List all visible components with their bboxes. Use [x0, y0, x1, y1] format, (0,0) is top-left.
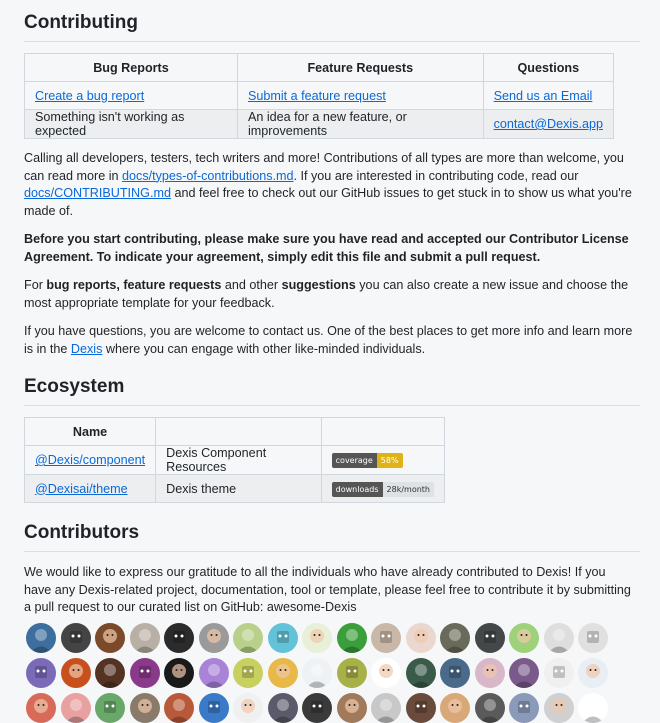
- badge-value: 28k/month: [383, 482, 434, 497]
- ecosystem-row-desc: Dexis Component Resources: [156, 446, 322, 475]
- contributor-avatar[interactable]: [578, 693, 608, 723]
- p4-text-a: If you have questions, you are welcome to contact us. One of the best places to get more info and learn more is in the: [24, 324, 633, 356]
- contributor-avatar[interactable]: [199, 693, 229, 723]
- coverage-badge[interactable]: [332, 453, 403, 468]
- contributor-avatar[interactable]: [371, 693, 401, 723]
- p3-text-a: For: [24, 278, 47, 292]
- badge-label: coverage: [332, 453, 377, 468]
- header-bug-reports: Bug Reports: [25, 54, 238, 82]
- ecosystem-badge-header: [321, 418, 444, 446]
- p1-text-a: Calling all developers, testers, tech writers and more! Contributions of all types are more than welcome, you can read more in: [24, 151, 624, 183]
- contributor-avatar[interactable]: [130, 623, 160, 653]
- contributor-avatar[interactable]: [544, 693, 574, 723]
- contributor-avatar[interactable]: [544, 623, 574, 653]
- contributor-avatar[interactable]: [440, 658, 470, 688]
- dexis-component-link[interactable]: @Dexis/component: [35, 453, 146, 467]
- contributor-avatar[interactable]: [61, 658, 91, 688]
- contributor-avatar[interactable]: [509, 693, 539, 723]
- contributing-heading: Contributing: [24, 0, 640, 42]
- contributor-avatar[interactable]: [475, 693, 505, 723]
- contributor-avatar[interactable]: [406, 658, 436, 688]
- contributor-avatar[interactable]: [233, 693, 263, 723]
- contributor-avatar[interactable]: [164, 693, 194, 723]
- ecosystem-row-desc: Dexis theme: [156, 475, 322, 503]
- contributors-paragraph: We would like to express our gratitude to all the individuals who have already contributed to Dexis! If you have any Dexis-related project, documentation, tool or template, please feel free to contribute it by submitting a pull request to our curated list on GitHub: awesome-Dexis: [24, 565, 631, 614]
- badge-value: 58%: [377, 453, 403, 468]
- cla-paragraph: Before you start contributing, please make sure you have read and accepted our Contributor License Agreement. To indicate your agreement, simply edit this file and submit a pull request.: [24, 232, 629, 264]
- badge-label: downloads: [332, 482, 383, 497]
- contributor-avatar[interactable]: [440, 693, 470, 723]
- contributor-avatar[interactable]: [406, 623, 436, 653]
- contributor-avatar[interactable]: [475, 658, 505, 688]
- contributor-avatar[interactable]: [61, 693, 91, 723]
- contributor-avatar[interactable]: [130, 658, 160, 688]
- contributor-avatar[interactable]: [268, 658, 298, 688]
- contributor-avatar[interactable]: [130, 693, 160, 723]
- contributor-avatar[interactable]: [164, 658, 194, 688]
- contact-email-link[interactable]: contact@Dexis.app: [493, 117, 603, 131]
- ecosystem-table: [24, 417, 445, 503]
- contributor-avatar[interactable]: [337, 693, 367, 723]
- header-feature-requests: Feature Requests: [237, 54, 483, 82]
- contributor-avatar[interactable]: [95, 693, 125, 723]
- feature-description: An idea for a new feature, or improvements: [237, 110, 483, 139]
- contributor-avatar[interactable]: [199, 658, 229, 688]
- contributor-avatar[interactable]: [578, 658, 608, 688]
- contributors-heading: Contributors: [24, 522, 640, 552]
- contributor-avatar[interactable]: [26, 623, 56, 653]
- contributor-avatar[interactable]: [578, 623, 608, 653]
- dexisai-theme-link[interactable]: @Dexisai/theme: [35, 481, 128, 496]
- p3-text-b: and other: [221, 278, 282, 292]
- contributor-avatar[interactable]: [302, 693, 332, 723]
- contributing-paragraph-3: [24, 277, 636, 312]
- contributor-avatar[interactable]: [475, 623, 505, 653]
- contributor-avatar[interactable]: [95, 623, 125, 653]
- contributor-avatar[interactable]: [544, 658, 574, 688]
- contributor-avatar[interactable]: [371, 658, 401, 688]
- ecosystem-name-header: Name: [25, 418, 156, 446]
- types-of-contributions-link[interactable]: docs/types-of-contributions.md: [122, 168, 294, 183]
- downloads-badge[interactable]: [332, 482, 434, 497]
- p3-text-c: you can also create a new issue and choose the most appropriate template for your feedback.: [24, 278, 629, 310]
- contributor-avatar[interactable]: [233, 658, 263, 688]
- contributor-avatar[interactable]: [268, 693, 298, 723]
- contributor-avatar[interactable]: [61, 623, 91, 653]
- submit-feature-request-link[interactable]: Submit a feature request: [247, 88, 386, 103]
- contributor-avatar[interactable]: [268, 623, 298, 653]
- p3-bold-a: bug reports, feature requests: [46, 278, 222, 292]
- contributor-avatar[interactable]: [302, 623, 332, 653]
- contributor-avatar[interactable]: [440, 623, 470, 653]
- contributor-avatar[interactable]: [509, 658, 539, 688]
- contributor-avatar[interactable]: [406, 693, 436, 723]
- p4-text-b: where you can engage with other like-minded individuals.: [102, 341, 426, 356]
- p3-bold-b: suggestions: [281, 278, 356, 292]
- contributor-avatar[interactable]: [302, 658, 332, 688]
- contributing-md-link[interactable]: docs/CONTRIBUTING.md: [24, 186, 171, 200]
- contributing-table: [24, 53, 614, 139]
- header-questions: Questions: [483, 54, 613, 82]
- contributor-avatar[interactable]: [371, 623, 401, 653]
- contributor-avatar[interactable]: [509, 623, 539, 653]
- create-bug-report-link[interactable]: Create a bug report: [35, 88, 145, 103]
- contributor-avatar[interactable]: [164, 623, 194, 653]
- contributor-avatar[interactable]: [337, 658, 367, 688]
- contributor-avatar[interactable]: [95, 658, 125, 688]
- ecosystem-desc-header: [156, 418, 322, 446]
- contributing-paragraph-4: [24, 323, 636, 358]
- dexis-community-link[interactable]: Dexis: [70, 341, 103, 356]
- contributor-avatar[interactable]: [337, 623, 367, 653]
- contributor-avatar[interactable]: [199, 623, 229, 653]
- contributor-avatar[interactable]: [233, 623, 263, 653]
- bug-description: Something isn't working as expected: [25, 110, 238, 139]
- contributor-avatar[interactable]: [26, 693, 56, 723]
- p1-text-b: . If you are interested in contributing code, read our: [293, 168, 579, 183]
- contributor-avatar[interactable]: [26, 658, 56, 688]
- ecosystem-heading: Ecosystem: [24, 376, 640, 406]
- contributing-paragraph-1: [24, 150, 636, 220]
- p1-text-c: and feel free to check out our GitHub issues to get stuck in to show us what you're made of.: [24, 186, 632, 218]
- send-email-link[interactable]: Send us an Email: [493, 88, 593, 103]
